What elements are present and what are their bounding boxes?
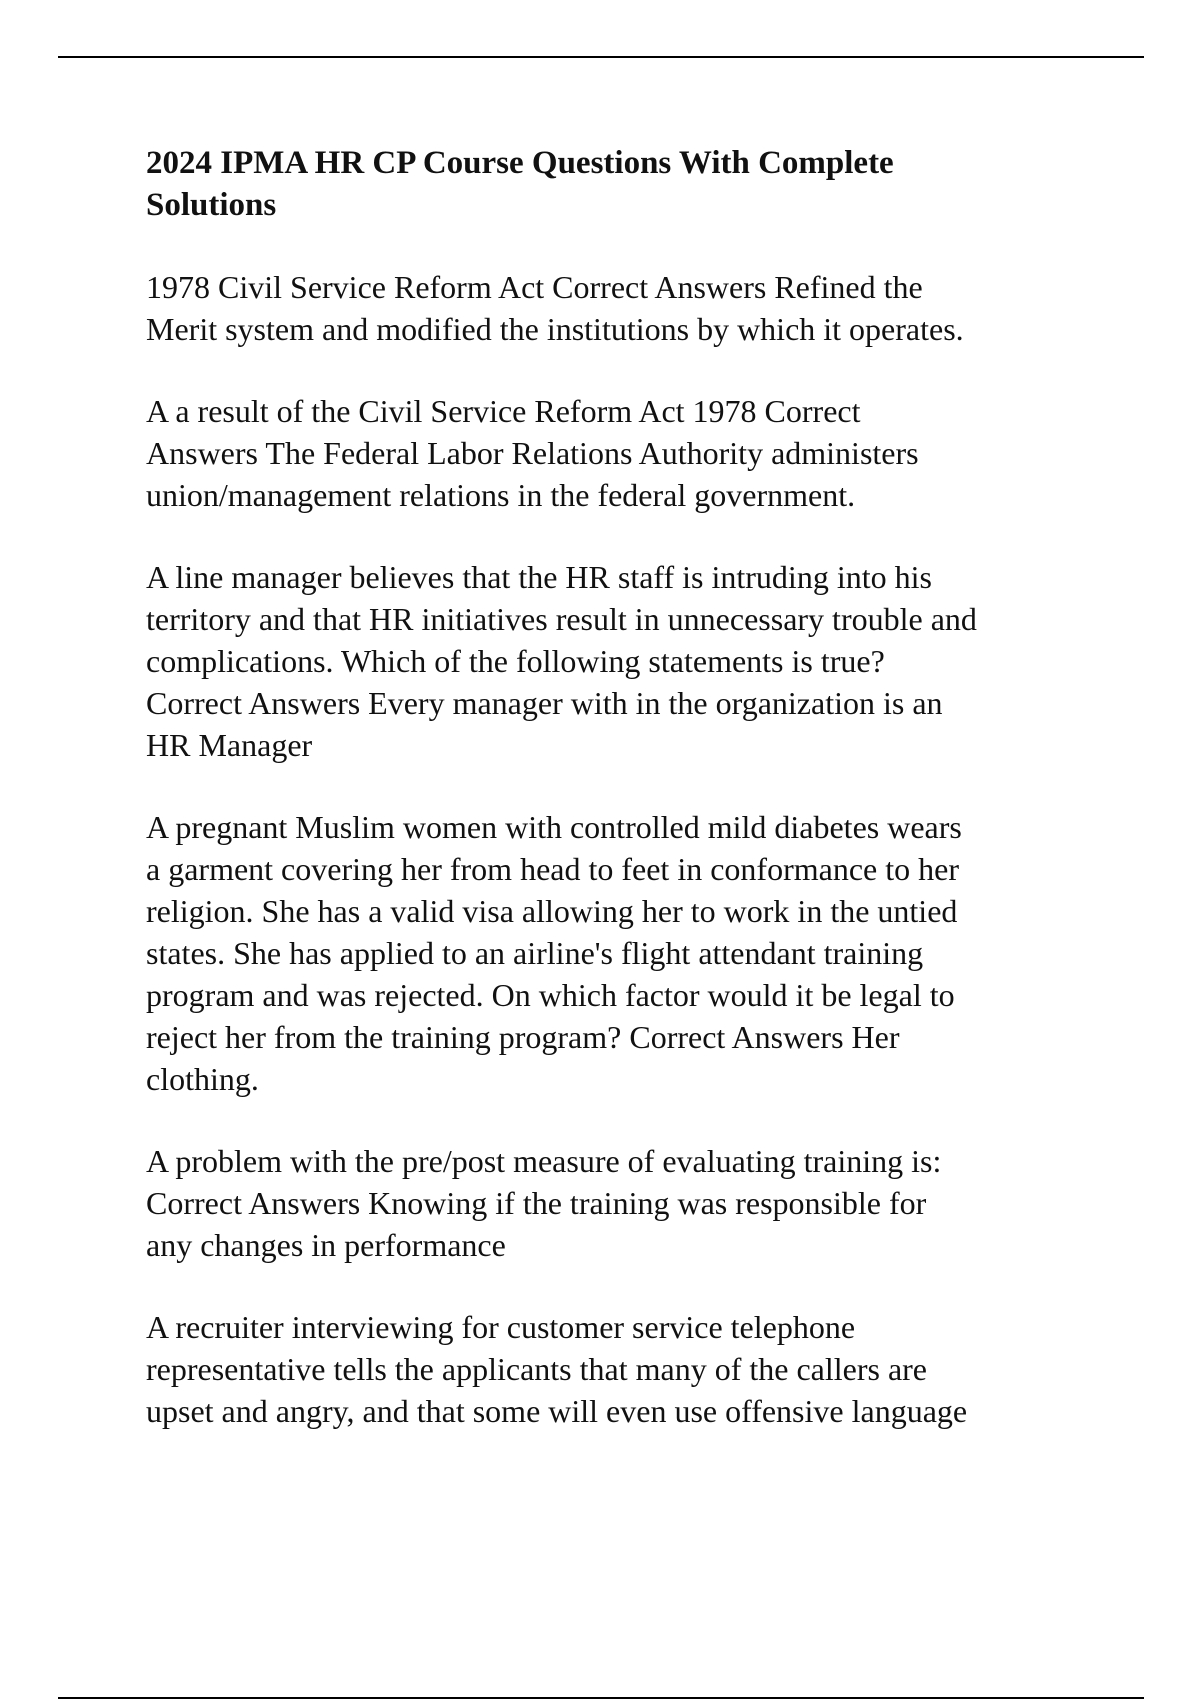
- qa-paragraph: A problem with the pre/post measure of evaluating training is: Correct Answers Knowing if the training was responsible for any changes in performance: [146, 1143, 942, 1263]
- qa-paragraph: A pregnant Muslim women with controlled mild diabetes wears a garment covering her from head to feet in conformance to her religion. She has a valid visa allowing her to work in the untied states. She has applied to an airline's flight attendant training program and was rejected. On which factor would it be legal to reject her from the training program? Correct Answers Her clothing.: [146, 809, 962, 1097]
- qa-paragraph: A a result of the Civil Service Reform Act 1978 Correct Answers The Federal Labor Relations Authority administers union/management relations in the federal government.: [146, 393, 919, 513]
- qa-paragraph: A line manager believes that the HR staff is intruding into his territory and that HR initiatives result in unnecessary trouble and complications. Which of the following statements is true? Correct Answers Every manager with in the organization is an HR Manager: [146, 559, 977, 763]
- document-body: [146, 142, 1106, 1472]
- bottom-rule: [58, 1697, 1144, 1699]
- document-title: 2024 IPMA HR CP Course Questions With Complete Solutions: [146, 145, 894, 223]
- top-rule: [58, 56, 1144, 58]
- qa-paragraph: 1978 Civil Service Reform Act Correct Answers Refined the Merit system and modified the institutions by which it operates.: [146, 269, 964, 347]
- qa-paragraph: A recruiter interviewing for customer service telephone representative tells the applicants that many of the callers are upset and angry, and that some will even use offensive language: [146, 1309, 968, 1429]
